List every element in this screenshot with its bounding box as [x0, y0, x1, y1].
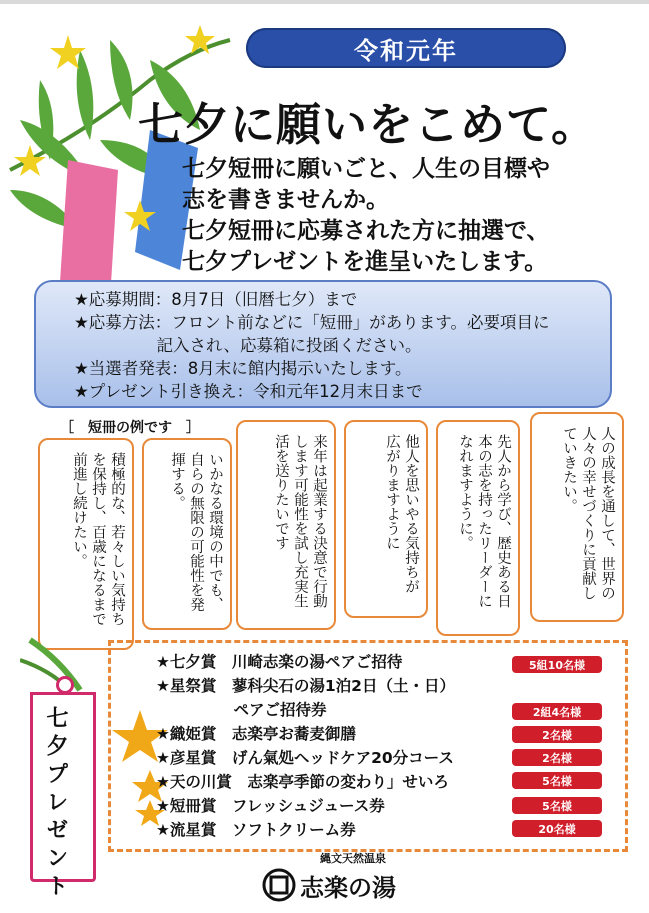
examples-label: ［ 短冊の例です ］ [60, 420, 200, 436]
info-box [34, 280, 612, 408]
logo-mark-icon [262, 868, 296, 902]
prize-item: ★彦星賞 げん氣処ヘッドケア20分コース [156, 749, 454, 767]
info-line: 記入され、応募箱に投函ください。 [74, 336, 422, 355]
prize-badge: 2組4名様 [512, 703, 602, 720]
example-card: 人の成長を通して、世界の人々の幸せづくりに貢献していきたい。 [530, 412, 624, 622]
prize-item: ★短冊賞 フレッシュジュース券 [156, 797, 385, 815]
page-title: 七夕に願いをこめて。 [138, 98, 598, 151]
info-line: ★応募方法：フロント前などに「短冊」があります。必要項目に [74, 313, 550, 332]
prize-list [156, 650, 455, 842]
intro-line: 七夕プレゼントを進呈いたします。 [182, 249, 548, 275]
info-line: ★応募期間：8月7日（旧暦七夕）まで [74, 290, 358, 309]
intro-line: 志を書きませんか。 [182, 187, 389, 213]
prize-badge: 5名様 [512, 772, 602, 789]
prize-badge: 20名様 [512, 820, 602, 837]
tag-label: 七夕プレゼント [43, 706, 68, 902]
prize-badge: 5名様 [512, 797, 602, 814]
logo-subtitle: 縄文天然温泉 [320, 852, 386, 865]
logo-name: 志楽の湯 [300, 873, 396, 902]
example-card: 他人を思いやる気持ちが広がりますように [344, 420, 428, 618]
era-banner: 令和元年 [246, 28, 566, 68]
prize-item: ★織姫賞 志楽亭お蕎麦御膳 [156, 725, 356, 743]
top-edge [0, 0, 649, 4]
prize-item: ★七夕賞 川崎志楽の湯ペアご招待 [156, 653, 403, 671]
prize-item: ★流星賞 ソフトクリーム券 [156, 821, 356, 839]
pink-tanzaku [60, 160, 118, 300]
prize-badge: 2名様 [512, 749, 602, 766]
prize-badge: 5組10名様 [512, 656, 602, 673]
info-line: ★プレゼント引き換え：令和元年12月末日まで [74, 382, 423, 401]
example-card: 来年は起業する決意で行動します可能性を試し充実生活を送りたいです [236, 420, 336, 630]
example-card: 先人から学び、歴史ある日本の志を持ったリーダーになれますように。 [436, 420, 520, 636]
example-card: いかなる環境の中でも、自らの無限の可能性を発揮する。 [142, 438, 232, 630]
example-card: 積極的な、若々しい気持ちを保持し、百歳になるまで前進し続けたい。 [38, 438, 134, 650]
intro-text [182, 154, 550, 278]
intro-line: 七夕短冊に応募された方に抽選で、 [182, 218, 550, 244]
prize-badge: 2名様 [512, 726, 602, 743]
info-line: ★当選者発表：8月末に館内掲示いたします。 [74, 359, 412, 378]
prize-item: ★天の川賞 志楽亭季節の変わり」せいろ [156, 773, 449, 791]
intro-line: 七夕短冊に願いごと、人生の目標や [182, 156, 550, 182]
prize-item: ペアご招待券 [156, 701, 327, 719]
prize-item: ★星祭賞 蓼科尖石の湯1泊2日（土・日） [156, 677, 455, 695]
